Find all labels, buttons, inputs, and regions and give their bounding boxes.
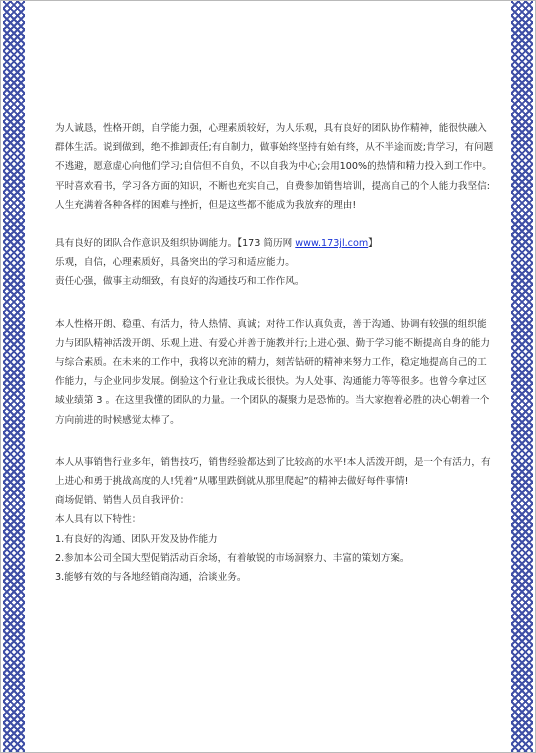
personality-paragraph: 本人性格开朗、稳重、有活力，待人热情、真诚；对待工作认真负责，善于沟通、协调有较强的组织能力与团队精神活泼开朗、乐观上进、有爱心并善于施教并行;上进心强、勤于学习能不断提高自身的能力与综合素质。在未来的工作中，我将以充沛的精力，刻苦钻研的精神来努力工作，稳定地提高自己的工作能力，与企业同步发展。倒验这个行业让我成长很快。为人处事、沟通能力等等很多。也曾今拿过区域业绩第 3 。在这里我懂的团队的力量。一个团队的凝聚力是恐怖的。当大家抱着必胜的决心朝着一个方向前进的时候感觉太棒了。 (55, 318, 490, 426)
responsibility-line: 责任心强，做事主动细致，有良好的沟通技巧和工作作风。 (55, 276, 305, 288)
resume-content (55, 119, 495, 587)
sales-experience-paragraph: 本人从事销售行业多年，销售技巧，销售经验都达到了比较高的水平!本人活泼开朗，是一个有活力，有上进心和勇于挑战高度的人!凭着“从哪里跌倒就从那里爬起”的精神去做好每件事情! (55, 456, 491, 488)
bracket-close: 】 (368, 238, 378, 250)
teamwork-line (55, 234, 495, 253)
decorative-border-left (3, 1, 25, 752)
website-link[interactable]: www.173jl.com (295, 238, 369, 250)
decorative-border-right (511, 1, 533, 752)
trait-item-3: 3.能够有效的与各地经销商沟通，洽谈业务。 (55, 572, 247, 584)
optimism-line: 乐观，自信，心理素质好，具备突出的学习和适应能力。 (55, 257, 295, 269)
intro-paragraph: 为人诚恳，性格开朗，自学能力强，心理素质较好，为人乐观，具有良好的团队协作精神，能很快融入群体生活。说到做到，绝不推卸责任;有自制力，做事始终坚持有始有终，从不半途而废;肯学习，有问题不逃避，愿意虚心向他们学习;自信但不自负，不以自我为中心;会用100%的热情和精力投入到工作中。平时喜欢看书，学习各方面的知识，不断也充实自己，自费参加销售培训，提高自己的个人能力我坚信:人生充满着各种各样的困难与挫折，但是这些都不能成为我放弃的理由! (55, 123, 494, 211)
trait-item-2: 2.参加本公司全国大型促销活动百余场，有着敏锐的市场洞察力、丰富的策划方案。 (55, 552, 410, 564)
traits-heading: 本人具有以下特性： (55, 514, 142, 526)
self-evaluation-heading: 商场促销、销售人员自我评价： (55, 495, 190, 507)
teamwork-text: 具有良好的团队合作意识及组织协调能力。【173 简历网 (55, 238, 296, 250)
trait-item-1: 1.有良好的沟通、团队开发及协作能力 (55, 533, 218, 545)
